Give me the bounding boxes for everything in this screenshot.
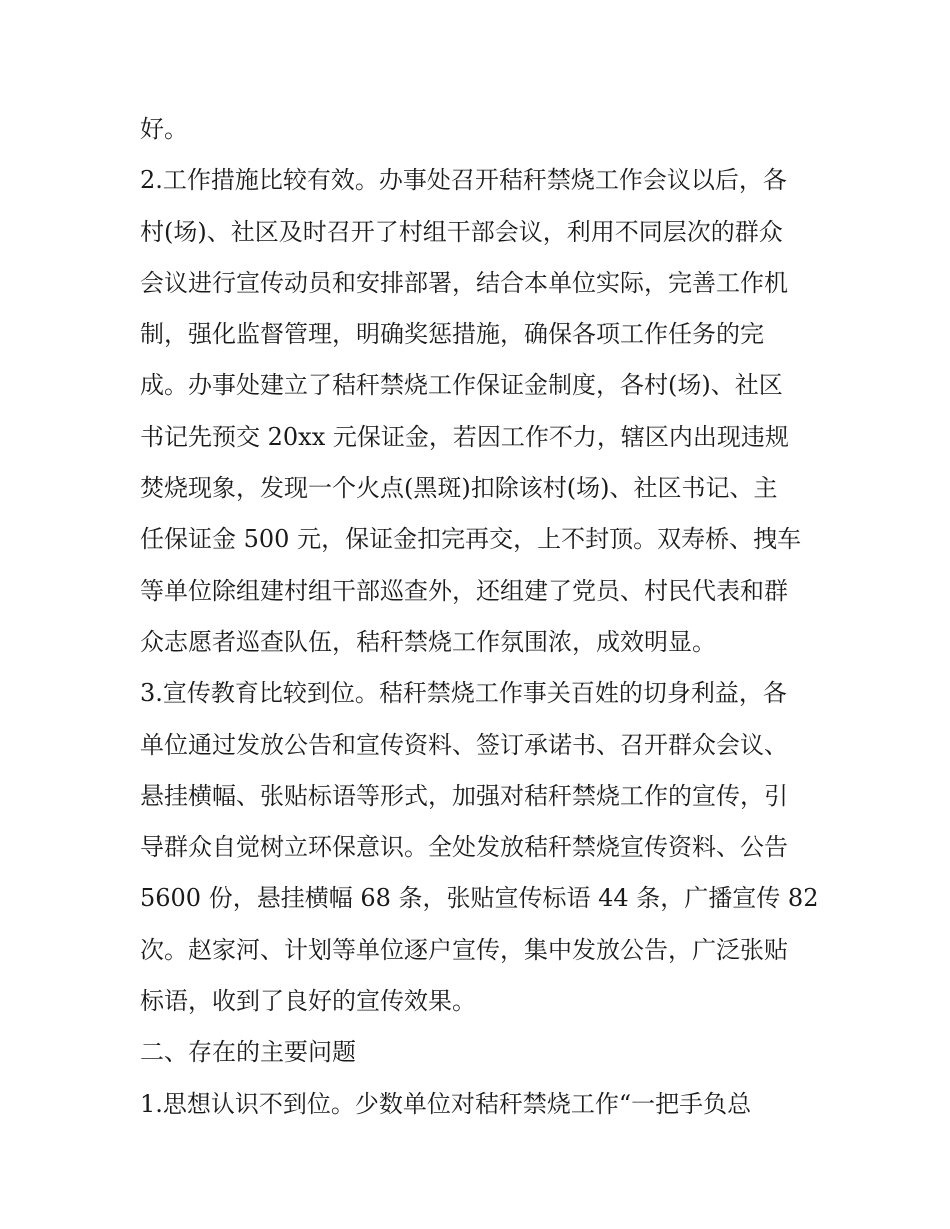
text-line: 会议进行宣传动员和安排部署，结合本单位实际，完善工作机 (140, 268, 788, 297)
text-line: 任保证金 500 元，保证金扣完再交，上不封顶。双寿桥、拽车 (140, 525, 802, 554)
text-line: 悬挂横幅、张贴标语等形式，加强对秸秆禁烧工作的宣传，引 (140, 781, 788, 810)
text-line: 众志愿者巡查队伍，秸秆禁烧工作氛围浓，成效明显。 (140, 627, 716, 656)
text-line: 3.宣传教育比较到位。秸秆禁烧工作事关百姓的切身利益，各 (140, 679, 787, 708)
text-line: 焚烧现象，发现一个火点(黑斑)扣除该村(场)、社区书记、主 (140, 474, 778, 503)
text-line: 书记先预交 20xx 元保证金，若因工作不力，辖区内出现违规 (140, 422, 789, 451)
text-line: 标语，收到了良好的宣传效果。 (140, 987, 476, 1016)
text-line: 好。 (140, 115, 188, 143)
text-line: 单位通过发放公告和宣传资料、签订承诺书、召开群众会议、 (140, 730, 788, 759)
section-heading: 二、存在的主要问题 (140, 1038, 356, 1067)
text-line: 2.工作措施比较有效。办事处召开秸秆禁烧工作会议以后，各 (140, 166, 787, 195)
text-line: 制，强化监督管理，明确奖惩措施，确保各项工作任务的完 (140, 320, 764, 349)
text-line: 村(场)、社区及时召开了村组干部会议，利用不同层次的群众 (140, 217, 783, 246)
text-line: 1.思想认识不到位。少数单位对秸秆禁烧工作“一把手负总 (140, 1089, 752, 1118)
document-body (140, 104, 819, 1130)
text-line: 5600 份，悬挂横幅 68 条，张贴宣传标语 44 条，广播宣传 82 (140, 884, 819, 913)
text-line: 导群众自觉树立环保意识。全处发放秸秆禁烧宣传资料、公告 (140, 833, 788, 862)
text-line: 等单位除组建村组干部巡查外，还组建了党员、村民代表和群 (140, 576, 788, 605)
text-line: 次。赵家河、计划等单位逐户宣传，集中发放公告，广泛张贴 (140, 935, 788, 964)
text-line: 成。办事处建立了秸秆禁烧工作保证金制度，各村(场)、社区 (140, 371, 783, 400)
